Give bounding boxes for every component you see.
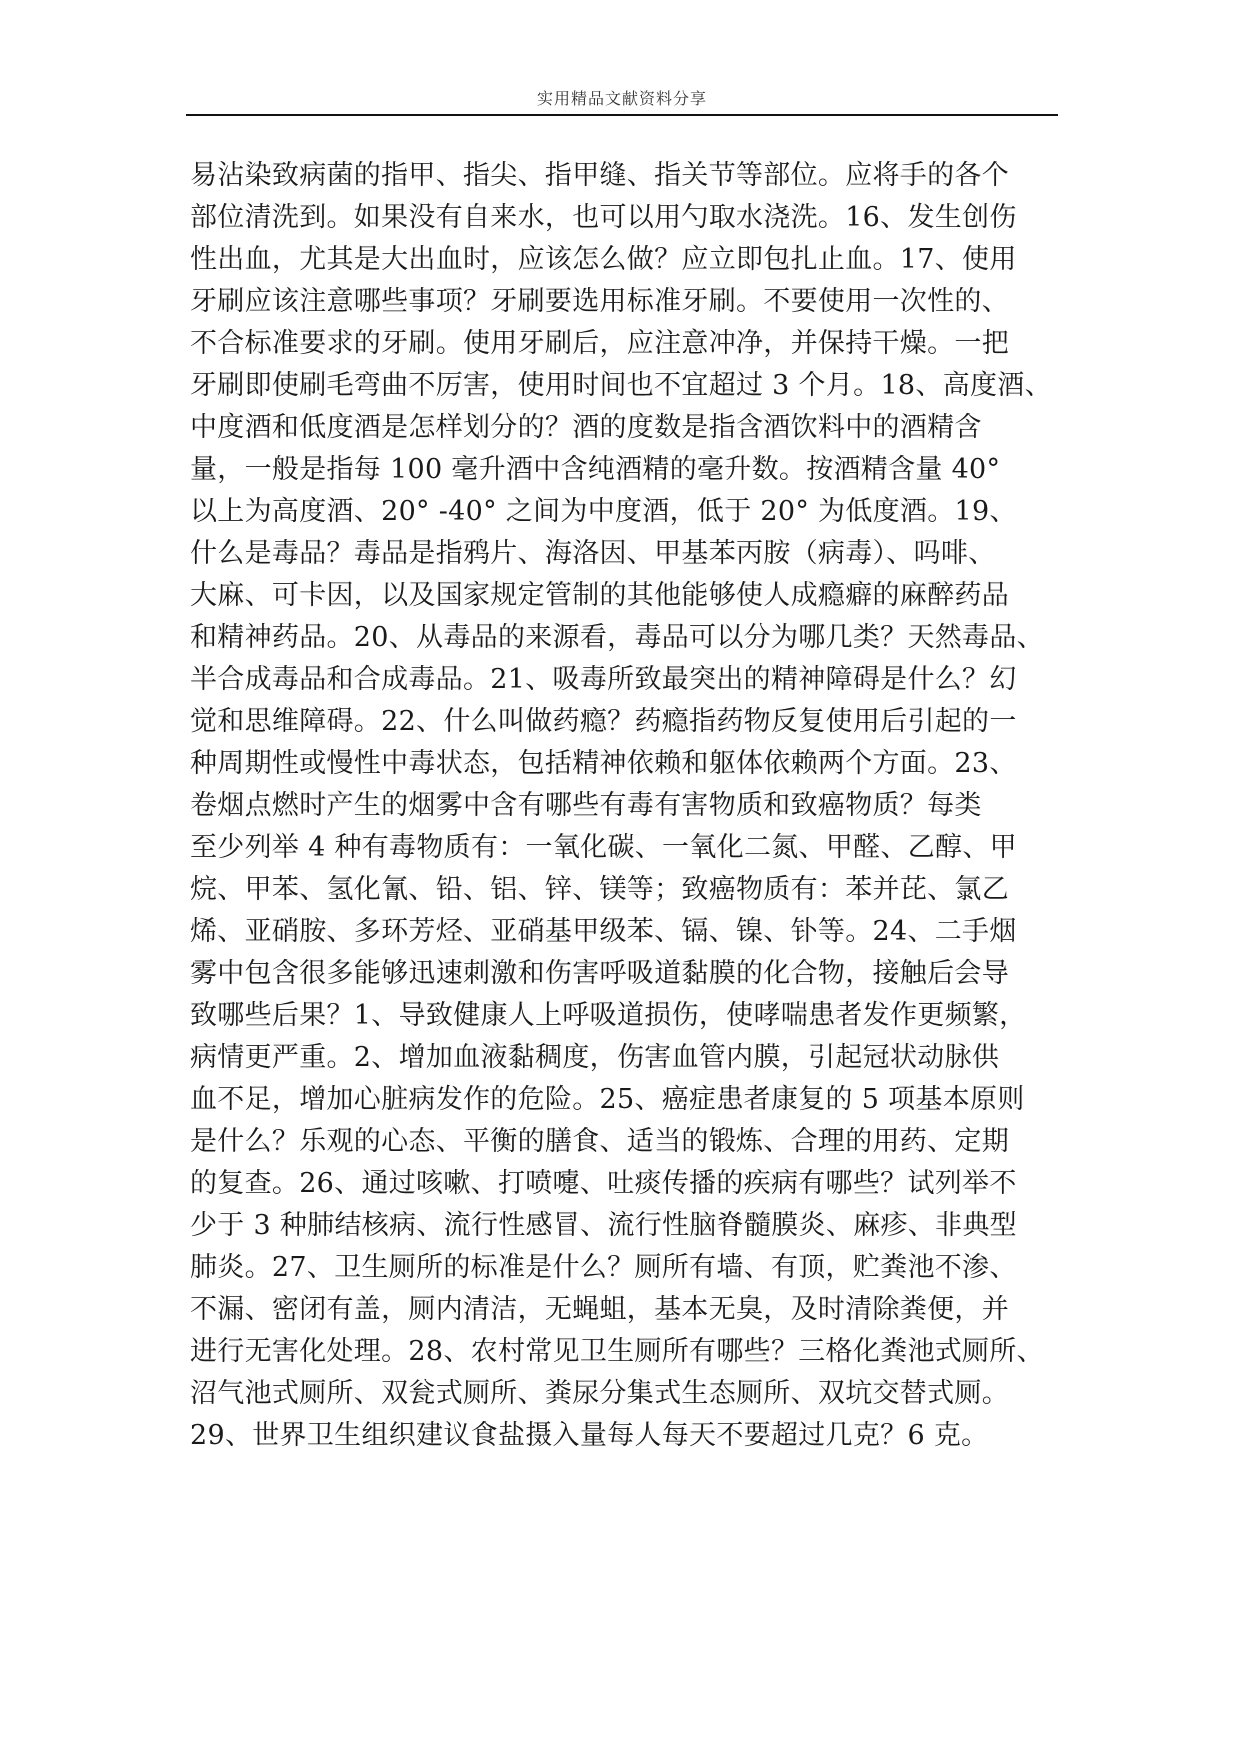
text-line: 性出血，尤其是大出血时，应该怎么做？应立即包扎止血。17、使用 [190,244,1017,275]
text-line: 雾中包含很多能够迅速刺激和伤害呼吸道黏膜的化合物，接触后会导 [190,958,1009,989]
text-line: 卷烟点燃时产生的烟雾中含有哪些有毒有害物质和致癌物质？每类 [190,790,982,821]
text-line: 以上为高度酒、20° -40° 之间为中度酒，低于 20° 为低度酒。19、 [190,496,1017,527]
text-line: 半合成毒品和合成毒品。21、吸毒所致最突出的精神障碍是什么？幻 [190,664,1017,695]
text-line: 血不足，增加心脏病发作的危险。25、癌症患者康复的 5 项基本原则 [190,1084,1025,1115]
text-line: 29、世界卫生组织建议食盐摄入量每人每天不要超过几克？6 克。 [190,1420,989,1451]
text-line: 和精神药品。20、从毒品的来源看，毒品可以分为哪几类？天然毒品、 [190,622,1044,653]
text-line: 进行无害化处理。28、农村常见卫生厕所有哪些？三格化粪池式厕所、 [190,1336,1044,1367]
document-body [190,155,1070,1457]
text-line: 至少列举 4 种有毒物质有：一氧化碳、一氧化二氮、甲醛、乙醇、甲 [190,832,1017,863]
text-line: 沼气池式厕所、双瓮式厕所、粪尿分集式生态厕所、双坑交替式厕。 [190,1378,1009,1409]
text-line: 肺炎。27、卫生厕所的标准是什么？厕所有墙、有顶，贮粪池不渗、 [190,1252,1017,1283]
text-line: 病情更严重。2、增加血液黏稠度，伤害血管内膜，引起冠状动脉供 [190,1042,1000,1073]
text-line: 什么是毒品？毒品是指鸦片、海洛因、甲基苯丙胺（病毒）、吗啡、 [190,538,996,569]
text-line: 易沾染致病菌的指甲、指尖、指甲缝、指关节等部位。应将手的各个 [190,160,1009,191]
text-line: 的复查。26、通过咳嗽、打喷嚏、吐痰传播的疾病有哪些？试列举不 [190,1168,1017,1199]
text-line: 不合标准要求的牙刷。使用牙刷后，应注意冲净，并保持干燥。一把 [190,328,1009,359]
text-line: 烷、甲苯、氢化氰、铅、铝、锌、镁等；致癌物质有：苯并芘、氯乙 [190,874,1009,905]
text-line: 烯、亚硝胺、多环芳烃、亚硝基甲级苯、镉、镍、钋等。24、二手烟 [190,916,1017,947]
text-line: 不漏、密闭有盖，厕内清洁，无蝇蛆，基本无臭，及时清除粪便，并 [190,1294,1009,1325]
text-line: 少于 3 种肺结核病、流行性感冒、流行性脑脊髓膜炎、麻疹、非典型 [190,1210,1017,1241]
text-line: 觉和思维障碍。22、什么叫做药瘾？药瘾指药物反复使用后引起的一 [190,706,1017,737]
text-line: 大麻、可卡因，以及国家规定管制的其他能够使人成瘾癖的麻醉药品 [190,580,1009,611]
text-line: 是什么？乐观的心态、平衡的膳食、适当的锻炼、合理的用药、定期 [190,1126,1009,1157]
text-line: 致哪些后果？1、导致健康人上呼吸道损伤，使哮喘患者发作更频繁， [190,1000,1027,1031]
text-line: 量，一般是指每 100 毫升酒中含纯酒精的毫升数。按酒精含量 40° [190,454,1001,485]
text-line: 种周期性或慢性中毒状态，包括精神依赖和躯体依赖两个方面。23、 [190,748,1017,779]
text-line: 部位清洗到。如果没有自来水，也可以用勺取水浇洗。16、发生创伤 [190,202,1017,233]
text-line: 牙刷即使刷毛弯曲不厉害，使用时间也不宜超过 3 个月。18、高度酒、 [190,370,1052,401]
page-header: 实用精品文献资料分享 [536,89,707,108]
header-divider [186,114,1058,116]
text-line: 中度酒和低度酒是怎样划分的？酒的度数是指含酒饮料中的酒精含 [190,412,982,443]
text-line: 牙刷应该注意哪些事项？牙刷要选用标准牙刷。不要使用一次性的、 [190,286,1009,317]
